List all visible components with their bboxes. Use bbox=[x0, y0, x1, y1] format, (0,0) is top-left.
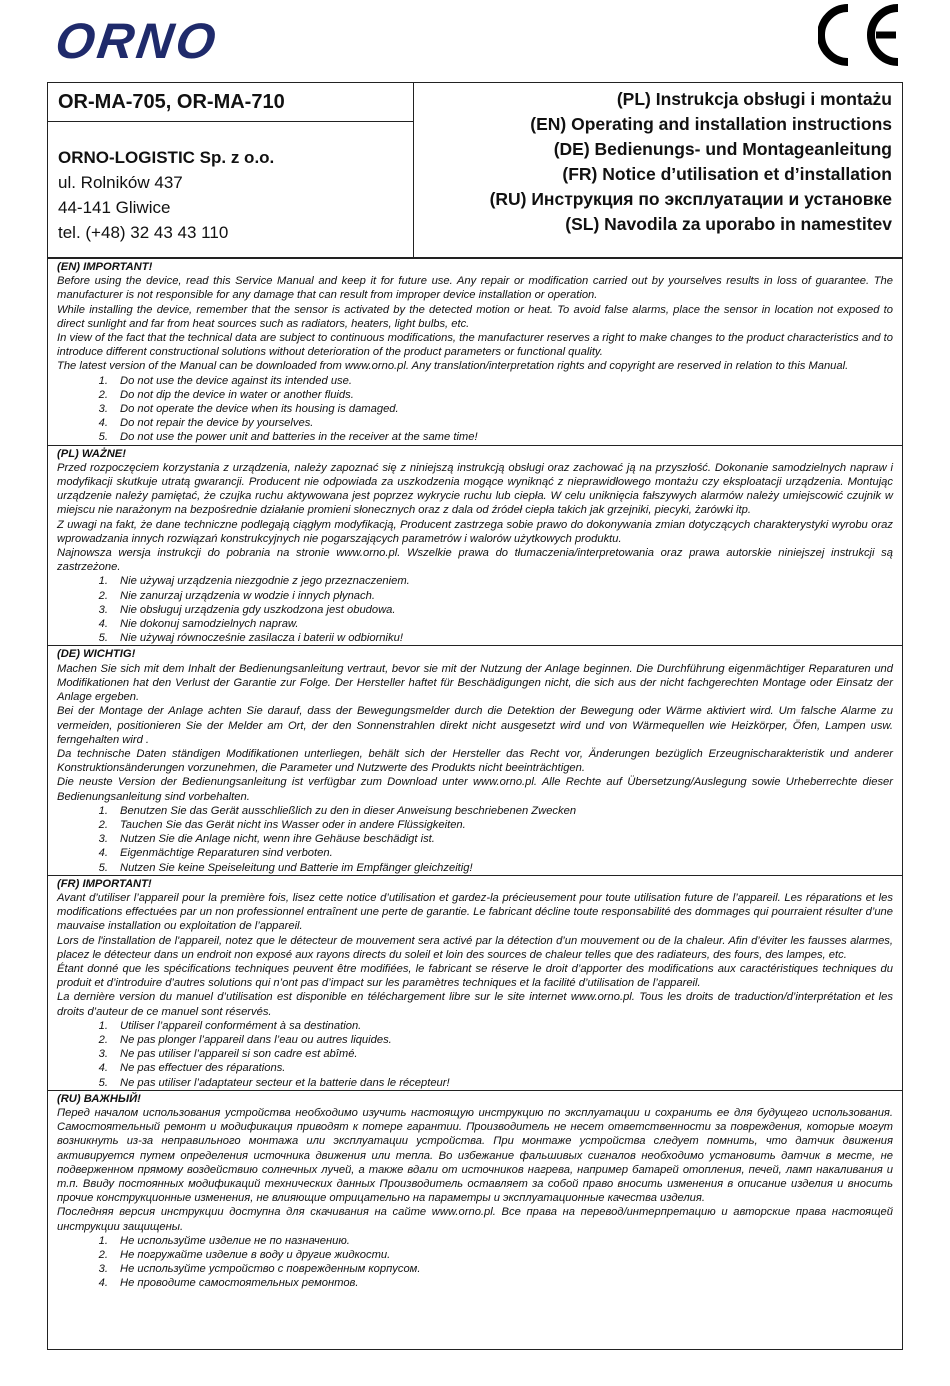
title-fr: (FR) Notice d’utilisation et d’installation bbox=[562, 164, 892, 184]
list-item bbox=[57, 430, 893, 444]
list-item bbox=[57, 804, 893, 818]
list-item-number: 2. bbox=[98, 818, 108, 831]
list-item bbox=[57, 1276, 893, 1290]
section-heading: (FR) IMPORTANT! bbox=[57, 877, 152, 890]
list-item bbox=[57, 574, 893, 588]
section-paragraph: Étant donné que les spécifications techniques peuvent être modifiées, le fabricant se réserve le droit d’apporter des modifications aux caractéristiques techniques du produit et d’introduire d’autres solutions qui n’ont pas d’impact sur les paramètres techniques et la facilité d’utilisation de l’appareil. bbox=[57, 962, 893, 990]
list-item bbox=[57, 1262, 893, 1276]
section-paragraph: Machen Sie sich mit dem Inhalt der Bedienungsanleitung vertraut, bevor sie mit der Nutzung der Anlage beginnen. Die Durchführung eigenmächtiger Reparaturen und Modifikationen hat den Verlust der Garantie zur Folge. Der Hersteller haftet für Beschädigungen nicht, die sich aus der nicht fachgerechten Montage oder Einsatz der Anlage ergeben. bbox=[57, 662, 893, 704]
warning-list bbox=[57, 1234, 893, 1291]
list-item bbox=[57, 1019, 893, 1033]
section-paragraph: Die neuste Version der Bedienungsanleitung ist verfügbar zum Download unter www.orno.pl. Alle Rechte auf Übersetzung/Auslegung sowie Urheberrechte dieser Bedienungsanleitung sind vorbehalten. bbox=[57, 776, 893, 803]
title-sl: (SL) Navodila za uporabo in namestitev bbox=[565, 214, 892, 234]
list-item bbox=[57, 1033, 893, 1047]
list-item-number: 4. bbox=[98, 417, 108, 430]
list-item bbox=[57, 818, 893, 832]
list-item-text: Не используйте изделие не по назначению. bbox=[120, 1234, 350, 1247]
header-box bbox=[47, 82, 903, 258]
company-name: ORNO-LOGISTIC Sp. z o.o. bbox=[58, 148, 275, 167]
list-item-number: 5. bbox=[98, 861, 108, 874]
section-paragraph: Da technische Daten ständigen Modifikationen unterliegen, behält sich der Hersteller das Recht vor, Änderungen bezüglich Erzeugnischarakteristik und anderer Konstruktionsänderungen vorzunehmen, die Parameter und Nutzwerte des Produkts nicht beeinträchtigen. bbox=[57, 747, 893, 775]
section-heading: (PL) WAŻNE! bbox=[57, 447, 126, 460]
list-item bbox=[57, 1248, 893, 1262]
section-paragraph: Z uwagi na fakt, że dane techniczne podlegają ciągłym modyfikacją, Producent zastrzega sobie prawo do dokonywania zmian dotyczących charakterystyki wyrobu oraz wprowadzania innych rozwiązań konstrukcyjnych nie pogarszających parametrów i walorów użytkowych produktu. bbox=[57, 518, 893, 545]
divider bbox=[48, 121, 414, 122]
list-item-text: Nie używaj równocześnie zasilacza i baterii w odbiorniku! bbox=[120, 632, 403, 645]
address-line-2: 44-141 Gliwice bbox=[58, 198, 171, 217]
list-item-number: 3. bbox=[98, 1263, 108, 1276]
title-pl: (PL) Instrukcja obsługi i montażu bbox=[616, 89, 892, 109]
list-item-text: Do not repair the device by yourselves. bbox=[120, 417, 314, 430]
list-item-text: Ne pas plonger l’appareil dans l’eau ou autres liquides. bbox=[120, 1033, 392, 1046]
list-item-text: Не проводите самостоятельных ремонтов. bbox=[120, 1277, 359, 1290]
list-item bbox=[57, 832, 893, 846]
list-item-text: Не погружайте изделие в воду и другие жидкости. bbox=[120, 1249, 391, 1262]
list-item-number: 5. bbox=[98, 431, 108, 444]
list-item bbox=[57, 1076, 893, 1090]
list-item-number: 3. bbox=[98, 403, 108, 416]
document-titles bbox=[414, 87, 892, 237]
warning-list bbox=[57, 804, 893, 875]
section-paragraph: The latest version of the Manual can be downloaded from www.orno.pl. Any translation/interpretation rights and copyright are reserved in relation to this Manual. bbox=[57, 360, 849, 373]
list-item bbox=[57, 1061, 893, 1075]
list-item-text: Utiliser l’appareil conformément à sa destination. bbox=[120, 1019, 362, 1032]
content-body bbox=[47, 258, 903, 1350]
section-heading: (EN) IMPORTANT! bbox=[57, 261, 153, 273]
title-en: (EN) Operating and installation instructions bbox=[530, 114, 892, 134]
warning-list bbox=[57, 1019, 893, 1090]
list-item bbox=[57, 1234, 893, 1248]
section-ru bbox=[48, 1090, 902, 1291]
header-left-column bbox=[48, 83, 414, 257]
warning-list bbox=[57, 574, 893, 645]
warning-list bbox=[57, 374, 893, 445]
list-item-number: 5. bbox=[98, 632, 108, 645]
list-item-number: 2. bbox=[98, 589, 108, 602]
list-item bbox=[57, 388, 893, 402]
list-item-number: 1. bbox=[98, 1234, 108, 1247]
section-paragraph: Перед началом использования устройства необходимо изучить настоящую инструкцию по эксплуатации и сохранить ее для будущего использования. Самостоятельный ремонт и модификация приводят к потере гарантии. Производитель не несет ответственности за повреждения, которые могут возникнуть из-за неправильного монтажа или эксплуатации устройства. При монтаже устройства следует помнить, что датчик движения активируется путем определения источника движения или тепла. Во избежание фальшивых сигналов необходимо установить датчик в месте, не подверженном прямому воздействию солнечных лучей, а также вдали от источников нагрева, например батарей отопления, печей, ламп накаливания и т.п. Ввиду постоянных модификаций технических данных Производитель оставляет за собой право вносить изменения в описание изделия и вносить прочие конструкционные изменения, не влияющие отрицательно на параметры и эксплуатационные качества изделия. bbox=[57, 1106, 893, 1205]
list-item-text: Do not use the power unit and batteries in the receiver at the same time! bbox=[120, 431, 478, 444]
ce-mark-icon bbox=[818, 4, 904, 66]
section-de bbox=[48, 645, 902, 874]
list-item bbox=[57, 1047, 893, 1061]
list-item-number: 4. bbox=[98, 847, 108, 860]
list-item bbox=[57, 846, 893, 860]
list-item-number: 5. bbox=[98, 1076, 108, 1089]
section-en bbox=[48, 258, 902, 445]
list-item bbox=[57, 603, 893, 617]
orno-logo bbox=[52, 13, 266, 69]
model-number: OR-MA-705, OR-MA-710 bbox=[58, 91, 285, 113]
section-paragraph: Najnowsza wersja instrukcji do pobrania na stronie www.orno.pl. Wszelkie prawa do tłumaczenia/interpretowania oraz prawa autorskie niniejszej instrukcji są zastrzeżone. bbox=[57, 547, 893, 574]
logo-text: ORNO bbox=[52, 13, 222, 69]
section-pl bbox=[48, 445, 902, 646]
section-paragraph: Avant d’utiliser l’appareil pour la première fois, lisez cette notice d’utilisation et gardez-la précieusement pour toute utilisation future de l’appareil. Les réparations et les modifications effectuées par un non professionnel entraînent une perte de garantie. Le fabricant décline toute responsabilité des dommages qui pourraient résulter d’une mauvaise installation ou exploitation de l’appareil. bbox=[57, 891, 893, 933]
list-item-number: 3. bbox=[98, 833, 108, 846]
list-item-text: Не используйте устройство с поврежденным корпусом. bbox=[120, 1263, 421, 1276]
section-paragraph: Lors de l'installation de l'appareil, notez que le détecteur de mouvement sera activé par la détection d’un mouvement ou de la chaleur. Afin d’éviter les fausses alarmes, placez le détecteur dans un endroit non exposé aux rayons directs du soleil et loin des sources de chaleur telles que des radiateurs, des fours, des lampes, etc. bbox=[57, 934, 893, 961]
title-de: (DE) Bedienungs- und Montageanleitung bbox=[553, 139, 892, 159]
section-paragraph: In view of the fact that the technical data are subject to continuous modifications, the manufacturer reserves a right to make changes to the product characteristics and to introduce different constructional solutions without deterioration of the product parameters or functional quality. bbox=[57, 332, 893, 359]
list-item-number: 4. bbox=[98, 618, 108, 631]
list-item-text: Nutzen Sie die Anlage nicht, wenn ihre Gehäuse beschädigt ist. bbox=[120, 833, 435, 846]
list-item-text: Nie dokonuj samodzielnych napraw. bbox=[120, 618, 299, 631]
list-item-text: Tauchen Sie das Gerät nicht ins Wasser oder in andere Flüssigkeiten. bbox=[120, 818, 466, 831]
list-item bbox=[57, 416, 893, 430]
list-item-text: Eigenmächtige Reparaturen sind verboten. bbox=[120, 847, 333, 860]
list-item-text: Do not use the device against its intended use. bbox=[120, 374, 352, 387]
list-item-number: 4. bbox=[98, 1277, 108, 1290]
address-line-1: ul. Rolników 437 bbox=[58, 173, 183, 192]
section-paragraph: Bei der Montage der Anlage achten Sie darauf, dass der Bewegungsmelder durch die Detektion der Bewegung oder Wärme aktiviert wird. Um falsche Alarme zu vermeiden, positionieren Sie der Melder am Ort, der den Sonnenstrahlen direkt nicht ausgesetzt wird und von Wärmequellen wie Heizkörper, Öfen, Lampen usw. ferngehalten wird . bbox=[57, 705, 893, 746]
list-item bbox=[57, 631, 893, 645]
list-item-number: 1. bbox=[98, 804, 108, 817]
section-paragraph: Последняя версия инструкции доступна для скачивания на сайте www.orno.pl. Все права на перевод/интерпретацию и авторские права настоящей инструкции защищены. bbox=[57, 1206, 893, 1233]
section-paragraph: Before using the device, read this Service Manual and keep it for future use. Any repair or modification carried out by yourselves results in loss of guarantee. The manufacturer is not responsible for any damage that can result from improper device installation or operation. bbox=[57, 275, 893, 302]
title-ru: (RU) Инструкция по эксплуатации и установке bbox=[489, 189, 892, 209]
list-item-number: 1. bbox=[98, 575, 108, 588]
section-heading: (DE) WICHTIG! bbox=[57, 648, 136, 661]
list-item-number: 2. bbox=[98, 1033, 108, 1046]
section-paragraph: La dernière version du manuel d’utilisation est disponible en téléchargement libre sur le site internet www.orno.pl. Tous les droits de traduction/d’interprétation et les droits d’auteur de ce manuel sont réservés. bbox=[57, 991, 893, 1018]
list-item-number: 3. bbox=[98, 603, 108, 616]
list-item-text: Ne pas utiliser l’adaptateur secteur et la batterie dans le récepteur! bbox=[120, 1076, 450, 1089]
list-item-number: 3. bbox=[98, 1048, 108, 1061]
section-fr bbox=[48, 875, 902, 1090]
list-item-text: Benutzen Sie das Gerät ausschließlich zu den in dieser Anweisung beschriebenen Zwecken bbox=[120, 804, 577, 817]
list-item-number: 4. bbox=[98, 1062, 108, 1075]
list-item-text: Ne pas effectuer des réparations. bbox=[120, 1062, 286, 1075]
list-item-text: Do not dip the device in water or another fluids. bbox=[120, 388, 354, 401]
list-item bbox=[57, 617, 893, 631]
company-info bbox=[58, 145, 274, 245]
list-item bbox=[57, 589, 893, 603]
list-item-number: 1. bbox=[98, 374, 108, 387]
list-item-number: 2. bbox=[98, 388, 108, 401]
list-item-text: Nutzen Sie keine Speiseleitung und Batterie im Empfänger gleichzeitig! bbox=[120, 861, 473, 874]
section-paragraph: While installing the device, remember that the sensor is activated by the detected motion or heat. To avoid false alarms, place the sensor in location not exposed to direct sunlight and far from heat sources such as radiators, heaters, light bulbs, etc. bbox=[57, 303, 893, 330]
list-item bbox=[57, 374, 893, 388]
phone-number: tel. (+48) 32 43 43 110 bbox=[58, 223, 229, 242]
list-item-text: Nie obsługuj urządzenia gdy uszkodzona jest obudowa. bbox=[120, 603, 396, 616]
list-item-number: 2. bbox=[98, 1249, 108, 1262]
list-item-text: Nie zanurzaj urządzenia w wodzie i innych płynach. bbox=[120, 589, 375, 602]
list-item-text: Nie używaj urządzenia niezgodnie z jego przeznaczeniem. bbox=[120, 575, 410, 588]
list-item bbox=[57, 861, 893, 875]
section-paragraph: Przed rozpoczęciem korzystania z urządzenia, należy zapoznać się z niniejszą instrukcją obsługi oraz zachować ją na przyszłość. Dokonanie samodzielnych napraw i modyfikacji skutkuje utratą gwarancji. Producent nie odpowiada za uszkodzenia mogące wyniknąć z nieprawidłowego montażu czy eksploatacji urządzenia. Montując urządzenie należy pamiętać, że czujka ruchu aktywowana jest poprzez wykrycie ruchu lub ciepła. W celu uniknięcia fałszywych alarmów należy umiejscowić czujnik w miejscu nie narażonym na bezpośrednie działanie promieni słonecznych oraz z dala od źródeł ciepła takich jak grzejniki, piecyki, żarówki itp. bbox=[57, 461, 893, 517]
list-item-number: 1. bbox=[98, 1019, 108, 1032]
section-heading: (RU) ВАЖНЫЙ! bbox=[57, 1092, 141, 1105]
list-item-text: Ne pas utiliser l’appareil si son cadre est abîmé. bbox=[120, 1048, 358, 1061]
list-item-text: Do not operate the device when its housing is damaged. bbox=[120, 403, 399, 416]
list-item bbox=[57, 402, 893, 416]
